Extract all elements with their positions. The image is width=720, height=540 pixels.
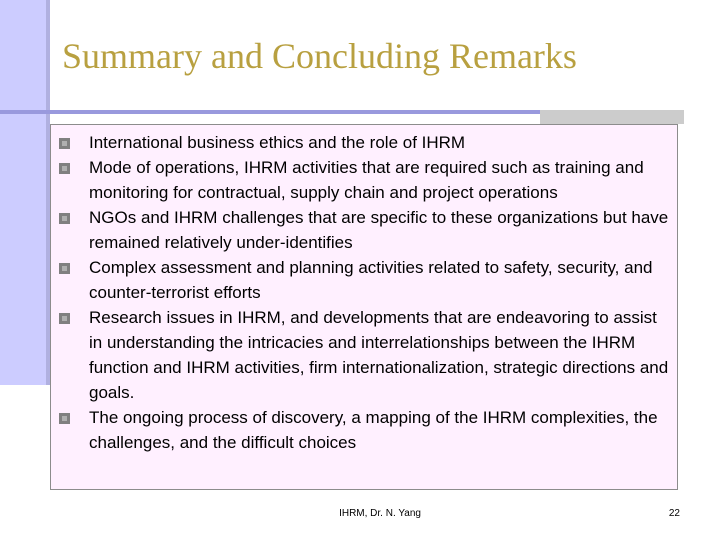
square-bullet-icon: [59, 163, 70, 174]
slide-footer: IHRM, Dr. N. Yang: [339, 508, 421, 519]
bullet-text: Complex assessment and planning activities related to safety, security, and counter-terrorist efforts: [89, 258, 653, 302]
square-bullet-icon: [59, 213, 70, 224]
square-bullet-icon: [59, 138, 70, 149]
title-divider-accent: [540, 110, 684, 124]
bullet-list: [58, 130, 670, 455]
title-divider: [0, 110, 560, 114]
square-bullet-icon: [59, 313, 70, 324]
bullet-item: [58, 205, 670, 255]
square-bullet-icon: [59, 413, 70, 424]
bullet-text: Research issues in IHRM, and developments that are endeavoring to assist in understanding the intricacies and interrelationships between the IHRM function and IHRM activities, firm internationalization, strategic directions and goals.: [89, 308, 669, 402]
bullet-text: International business ethics and the role of IHRM: [89, 133, 466, 152]
bullet-text: The ongoing process of discovery, a mapping of the IHRM complexities, the challenges, and the difficult choices: [89, 408, 658, 452]
bullet-text: Mode of operations, IHRM activities that are required such as training and monitoring for contractual, supply chain and project operations: [89, 158, 644, 202]
bullet-item: [58, 405, 670, 455]
bullet-item: [58, 130, 670, 155]
bullet-text: NGOs and IHRM challenges that are specific to these organizations but have remained relatively under-identifies: [89, 208, 669, 252]
slide-title: Summary and Concluding Remarks: [62, 36, 577, 76]
square-bullet-icon: [59, 263, 70, 274]
bullet-item: [58, 255, 670, 305]
bullet-item: [58, 305, 670, 405]
page-number: 22: [668, 508, 680, 519]
bullet-item: [58, 155, 670, 205]
left-accent-bar: [0, 0, 48, 385]
